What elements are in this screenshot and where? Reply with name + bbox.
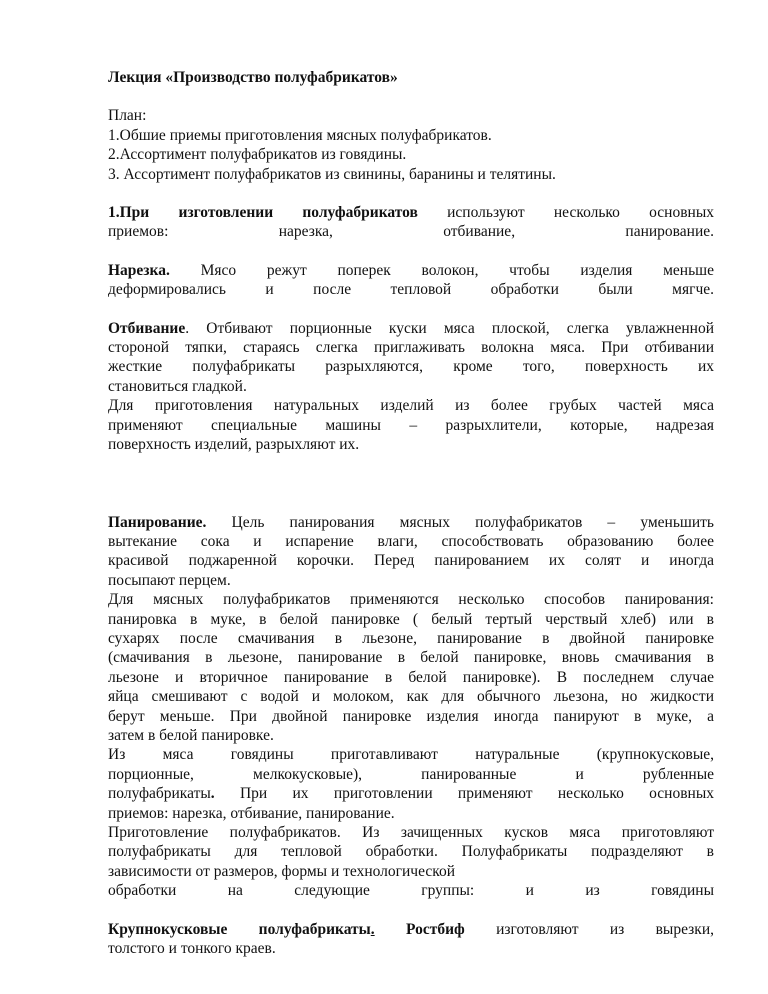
breading-text: красивой поджаренной корочки. Перед панированием их солят и иногда [108, 552, 714, 570]
roastbeef-term: Ростбиф [374, 920, 465, 938]
prep-paragraph [108, 823, 714, 901]
intro-text: используют несколько основных [417, 204, 714, 222]
beating-text: поверхность изделий, разрыхляют их. [108, 436, 360, 454]
beef-text: приемов: нарезка, отбивание, панирование. [108, 804, 395, 822]
prep-text: зависимости от размеров, формы и технологической [108, 862, 456, 880]
breading-text: сухарях после смачивания в льезоне, панирование в двойной панировке [108, 629, 714, 647]
intro-paragraph [108, 203, 714, 242]
beating-text: стороной тяпки, стараясь слегка приглаживать волокна мяса. При отбивании [108, 339, 714, 357]
large-cut-term: Крупнокусковые полуфабрикаты [108, 920, 371, 938]
prep-text: Приготовление полуфабрикатов. Из зачищенных кусков мяса приготовляют [108, 824, 714, 841]
beating-paragraph [108, 319, 714, 455]
prep-text: обработки на следующие группы: и из говядины [108, 882, 714, 900]
large-cut-paragraph [108, 920, 714, 959]
lecture-title: Лекция «Производство полуфабрикатов» [108, 69, 398, 86]
beef-text: Из мяса говядины приготавливают натуральные (крупнокусковые, [108, 746, 714, 764]
cutting-text: Мясо режут поперек волокон, чтобы изделия меньше [169, 261, 714, 279]
beef-text: порционные, мелкокусковые), панированные и рубленные [108, 765, 714, 783]
intro-bold: 1.При изготовлении полуфабрикатов [108, 204, 418, 222]
prep-text: полуфабрикаты для тепловой обработки. Полуфабрикаты подразделяют в [108, 843, 714, 861]
beating-term: Отбивание [108, 319, 186, 337]
beef-dot: . [210, 785, 215, 803]
breading-text: берут меньше. При двойной панировке изделия иногда панируют в муке, а [108, 707, 714, 725]
beating-text: применяют специальные машины – разрыхлители, которые, надрезая [108, 416, 714, 434]
cutting-paragraph [108, 261, 714, 300]
beating-text: жесткие полуфабрикаты разрыхляются, кроме того, поверхность их [108, 358, 714, 376]
breading-paragraph [108, 513, 714, 746]
breading-text: яйца смешивают с водой и молоком, как для обычного льезона, но жидкости [108, 688, 714, 706]
breading-text: панировка в муке, в белой панировке ( белый тертый черствый хлеб) или в [108, 610, 714, 628]
breading-text: Цель панирования мясных полуфабрикатов – уменьшить [206, 513, 714, 531]
plan-item: 3. Ассортимент полуфабрикатов из свинины, баранины и телятины. [108, 165, 556, 183]
plan-section [108, 106, 714, 184]
cutting-term: Нарезка. [108, 261, 170, 279]
intro-text: приемов: нарезка, отбивание, панирование. [108, 223, 714, 241]
beating-text: становиться гладкой. [108, 377, 247, 395]
beef-text: При их приготовлении применяют несколько основных [214, 785, 714, 803]
document-page [108, 68, 714, 958]
breading-text: Для мясных полуфабрикатов применяются несколько способов панирования: [108, 591, 714, 609]
breading-text: затем в белой панировке. [108, 726, 274, 744]
breading-text: (смачивания в льезоне, панирование в белой панировке, вновь смачивания в [108, 649, 714, 667]
plan-item: 2.Ассортимент полуфабрикатов из говядины. [108, 146, 407, 164]
beef-text: полуфабрикаты [108, 785, 211, 803]
beef-paragraph [108, 745, 714, 823]
breading-text: льезоне и вторичное панирование в белой панировке). В последнем случае [108, 668, 714, 686]
breading-text: вытекание сока и испарение влаги, способствовать образованию более [108, 532, 714, 550]
beating-text: Для приготовления натуральных изделий из более грубых частей мяса [108, 397, 714, 415]
large-cut-text: изготовляют из вырезки, [464, 920, 714, 938]
breading-term: Панирование. [108, 513, 207, 531]
large-cut-dot: . [370, 920, 375, 938]
large-cut-text: толстого и тонкого краев. [108, 940, 276, 958]
beating-text: . Отбивают порционные куски мяса плоской, слегка увлажненной [185, 319, 714, 337]
plan-heading: План: [108, 107, 147, 125]
breading-text: посыпают перцем. [108, 571, 231, 589]
cutting-text: деформировались и после тепловой обработки были мягче. [108, 281, 714, 299]
plan-item: 1.Обшие приемы приготовления мясных полуфабрикатов. [108, 126, 492, 144]
